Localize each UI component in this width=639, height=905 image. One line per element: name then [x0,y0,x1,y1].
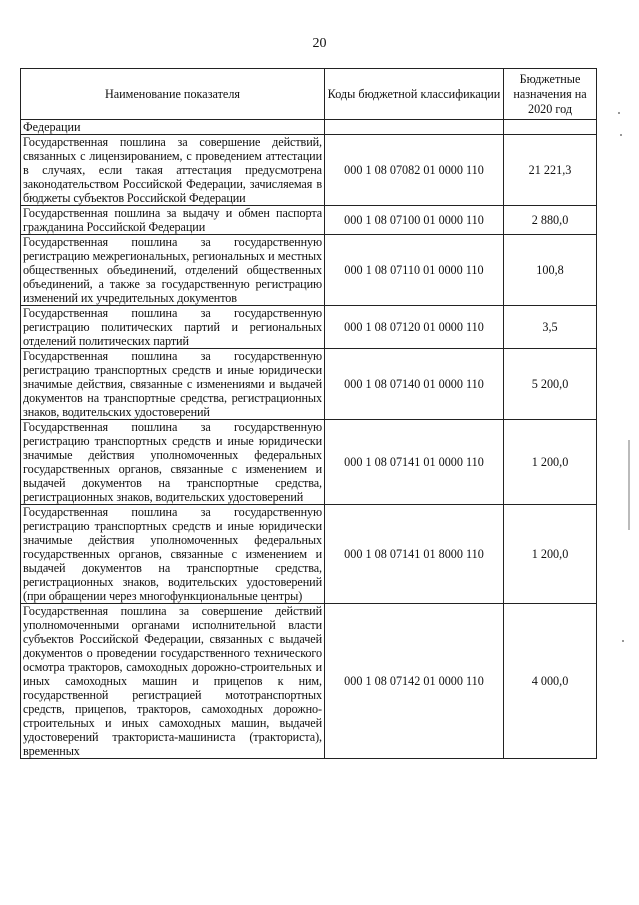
scan-artifact [628,440,630,530]
row-name: Государственная пошлина за государственную регистрацию транспортных средств и иные юридически значимые действия, связанные с изменениями и выдачей документов на транспортные средства, регистрационных знаков, водительских удостоверений [21,349,325,420]
table-row [21,206,597,235]
row-amount: 3,5 [504,306,597,349]
row-code: 000 1 08 07110 01 0000 110 [325,235,504,306]
row-amount: 1 200,0 [504,420,597,505]
table-header-row [21,69,597,120]
section-empty-amount [504,120,597,135]
table-row [21,349,597,420]
row-name: Государственная пошлина за совершение действий, связанных с лицензированием, с проведением аттестации в случаях, если такая аттестация предусмотрена законодательством Российской Федерации, зачисляемая в бюджеты субъектов Российской Федерации [21,135,325,206]
row-code: 000 1 08 07142 01 0000 110 [325,604,504,759]
row-amount: 1 200,0 [504,505,597,604]
row-code: 000 1 08 07140 01 0000 110 [325,349,504,420]
table-row [21,235,597,306]
header-code: Коды бюджетной классификации [325,69,504,120]
row-name: Государственная пошлина за государственную регистрацию политических партий и региональных отделений политических партий [21,306,325,349]
row-amount: 21 221,3 [504,135,597,206]
section-row [21,120,597,135]
scan-artifact [622,640,624,642]
header-name: Наименование показателя [21,69,325,120]
table-row [21,505,597,604]
row-name: Государственная пошлина за выдачу и обмен паспорта гражданина Российской Федерации [21,206,325,235]
page-number: 20 [312,36,327,51]
section-empty-code [325,120,504,135]
row-code: 000 1 08 07141 01 0000 110 [325,420,504,505]
row-amount: 4 000,0 [504,604,597,759]
scan-artifact [618,112,620,114]
row-name: Государственная пошлина за государственную регистрацию транспортных средств и иные юридически значимые действия уполномоченных федеральных государственных органов, связанные с изменением и выдачей документов на транспортные средства, регистрационных знаков, водительских удостоверений [21,420,325,505]
row-name: Государственная пошлина за государственную регистрацию транспортных средств и иные юридически значимые действия уполномоченных федеральных государственных органов, связанные с изменением и выдачей документов на транспортные средства, регистрационных знаков, водительских удостоверений (при обращении через многофункциональные центры) [21,505,325,604]
row-code: 000 1 08 07100 01 0000 110 [325,206,504,235]
row-amount: 2 880,0 [504,206,597,235]
section-label: Федерации [21,120,325,135]
budget-table [20,68,597,759]
table-row [21,604,597,759]
scan-artifact [620,134,622,136]
row-code: 000 1 08 07120 01 0000 110 [325,306,504,349]
row-code: 000 1 08 07082 01 0000 110 [325,135,504,206]
table-row [21,420,597,505]
row-name: Государственная пошлина за совершение действий уполномоченными органами исполнительной власти субъектов Российской Федерации, связанных с выдачей документов о проведении государственного технического осмотра тракторов, самоходных дорожно-строительных и иных самоходных машин и прицепов к ним, государственной регистрацией мототранспортных средств, прицепов, тракторов, самоходных дорожно-строительных и иных самоходных машин, выдачей удостоверений тракториста-машиниста (тракториста), временных [21,604,325,759]
table-row [21,135,597,206]
row-name: Государственная пошлина за государственную регистрацию межрегиональных, региональных и местных общественных объединений, отделений общественных объединений, а также за государственную регистрацию изменений их учредительных документов [21,235,325,306]
row-code: 000 1 08 07141 01 8000 110 [325,505,504,604]
table-row [21,306,597,349]
row-amount: 5 200,0 [504,349,597,420]
header-amount: Бюджетные назначения на 2020 год [504,69,597,120]
row-amount: 100,8 [504,235,597,306]
